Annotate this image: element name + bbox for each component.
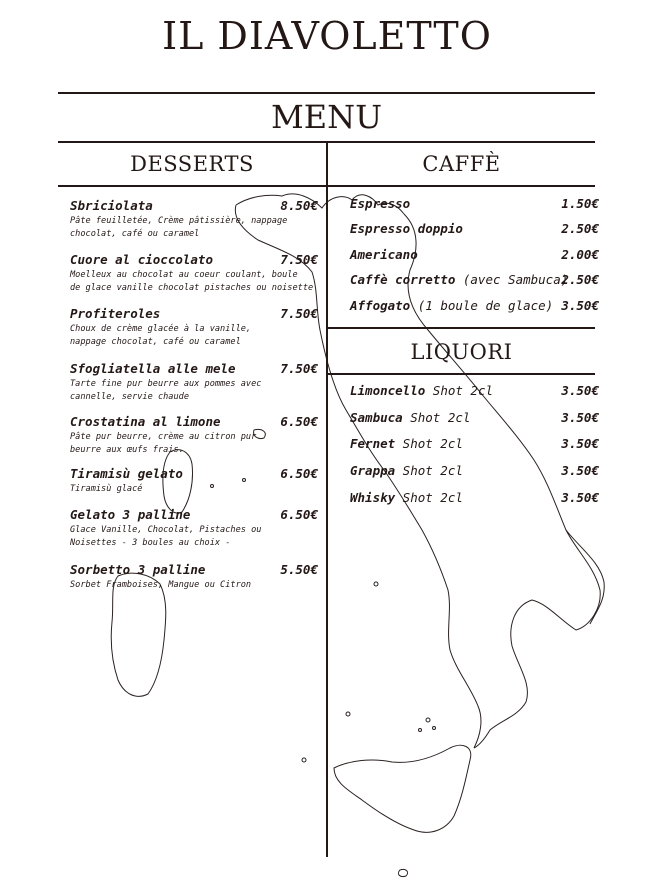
dessert-name: Sfogliatella alle mele (70, 361, 236, 376)
caffe-item (350, 221, 463, 236)
liquori-extra: Shot 2cl (425, 383, 493, 398)
liquori-name: Whisky (350, 490, 396, 505)
map-island (419, 729, 422, 732)
menu-heading: MENU (270, 98, 383, 136)
dessert-price: 6.50€ (280, 414, 318, 429)
dessert-name: Crostatina al limone (70, 414, 221, 429)
caffe-item (350, 196, 410, 211)
liquori-name: Sambuca (350, 410, 403, 425)
map-island (346, 712, 350, 716)
dessert-name: Profiteroles (70, 306, 161, 321)
dessert-price: 8.50€ (280, 198, 318, 213)
dessert-price: 5.50€ (280, 562, 318, 577)
dessert-name: Sorbetto 3 palline (70, 562, 206, 577)
dessert-desc-line: Glace Vanille, Chocolat, Pistaches ou (70, 525, 262, 535)
liquori-extra: Shot 2cl (402, 410, 471, 425)
caffe-price: 2.50€ (561, 221, 599, 236)
map-malta (398, 869, 407, 876)
dessert-price: 6.50€ (280, 507, 318, 522)
liquori-price: 3.50€ (561, 410, 599, 425)
dessert-desc-line: Pâte pur beurre, crème au citron pur (70, 432, 257, 442)
liquori-extra: Shot 2cl (395, 490, 463, 505)
map-island (243, 479, 246, 482)
caffe-heading: CAFFÈ (422, 152, 501, 176)
dessert-desc-line: Noisettes - 3 boules au choix - (70, 537, 231, 548)
dessert-price: 7.50€ (280, 361, 318, 376)
dessert-name: Tiramisù gelato (70, 466, 183, 481)
map-island (211, 485, 214, 488)
dessert-desc-line: beurre aux œufs frais. (70, 444, 184, 455)
liquori-top-rule (328, 327, 595, 329)
restaurant-title: IL DIAVOLETTO (162, 14, 492, 58)
liquori-extra: Shot 2cl (395, 436, 463, 451)
liquori-name: Grappa (350, 463, 396, 478)
liquori-price: 3.50€ (561, 490, 599, 505)
dessert-name: Cuore al cioccolato (70, 252, 213, 267)
caffe-name: Affogato (350, 298, 411, 313)
liquori-name: Limoncello (350, 383, 426, 398)
dessert-price: 7.50€ (280, 306, 318, 321)
dessert-desc-line: Pâte feuilletée, Crème pâtissière, nappage (70, 216, 288, 226)
dessert-item (70, 466, 183, 496)
map-heel (566, 530, 604, 624)
liquori-name: Fernet (350, 436, 396, 451)
dessert-item (70, 507, 261, 549)
caffe-price: 3.50€ (561, 298, 599, 313)
liquori-item (350, 410, 470, 425)
caffe-name: Espresso (350, 196, 411, 211)
caffe-price: 2.50€ (561, 272, 599, 287)
caffe-rule (328, 185, 595, 187)
dessert-desc-line: nappage chocolat, café ou caramel (70, 336, 241, 347)
map-sardinia (111, 573, 166, 696)
dessert-item (70, 414, 256, 456)
caffe-name: Espresso doppio (350, 221, 463, 236)
caffe-extra: (avec Sambuca) (455, 272, 569, 287)
map-sicily (334, 745, 471, 832)
column-divider (326, 141, 328, 857)
map-island (302, 758, 306, 762)
dessert-item (70, 562, 251, 592)
dessert-price: 7.50€ (280, 252, 318, 267)
dessert-name: Sbriciolata (70, 198, 153, 213)
dessert-price: 6.50€ (280, 466, 318, 481)
dessert-desc-line: cannelle, servie chaude (70, 391, 189, 402)
dessert-desc-line: chocolat, café ou caramel (70, 228, 200, 239)
liquori-item (350, 383, 493, 398)
dessert-item (70, 361, 261, 403)
desserts-rule (58, 185, 326, 187)
dessert-desc-line: Choux de crème glacée à la vanille, (70, 324, 252, 334)
caffe-price: 2.00€ (561, 247, 599, 262)
caffe-item (350, 298, 553, 313)
caffe-item (350, 247, 418, 262)
desserts-heading: DESSERTS (130, 152, 254, 176)
liquori-bottom-rule (328, 373, 595, 375)
caffe-extra: (1 boule de glace) (410, 298, 554, 313)
liquori-extra: Shot 2cl (395, 463, 463, 478)
liquori-item (350, 436, 463, 451)
dessert-name: Gelato 3 palline (70, 507, 191, 522)
dessert-desc-line: Tiramisù glacé (70, 484, 143, 494)
liquori-item (350, 463, 463, 478)
liquori-price: 3.50€ (561, 383, 599, 398)
liquori-heading: LIQUORI (410, 340, 513, 364)
dessert-desc-line: Moelleux au chocolat au coeur coulant, boule (70, 270, 298, 280)
dessert-desc-line: Sorbet Framboises, Mangue ou Citron (70, 580, 252, 590)
liquori-item (350, 490, 463, 505)
map-island (426, 718, 430, 722)
caffe-price: 1.50€ (561, 196, 599, 211)
map-east-coast (404, 214, 600, 748)
liquori-price: 3.50€ (561, 463, 599, 478)
caffe-name: Caffè corretto (350, 272, 456, 287)
dessert-item (70, 306, 251, 348)
map-island (374, 582, 378, 586)
map-island (433, 727, 436, 730)
top-rule (58, 92, 595, 94)
dessert-desc-line: de glace vanille chocolat pistaches ou noisette (70, 282, 314, 293)
liquori-price: 3.50€ (561, 436, 599, 451)
caffe-name: Americano (350, 247, 418, 262)
dessert-desc-line: Tarte fine pur beurre aux pommes avec (70, 379, 262, 389)
